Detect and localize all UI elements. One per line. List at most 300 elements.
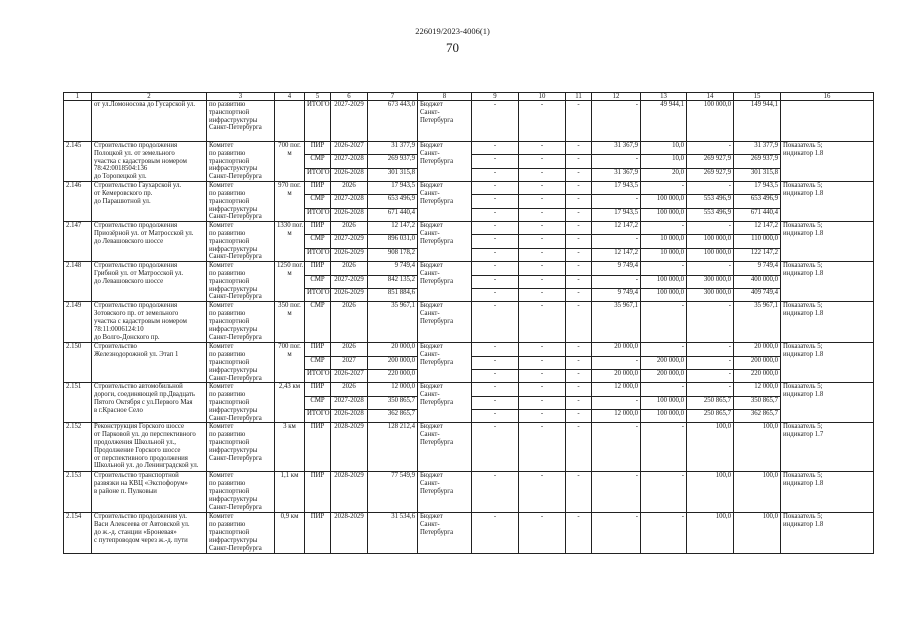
value-col-12: 20 000,0 <box>592 343 641 356</box>
value-col-11: - <box>566 383 592 396</box>
value-col-13: - <box>641 222 687 235</box>
object-name: Строительство Гаухарской ул. от Кемеровского пр. до Парашютной ул. <box>92 182 207 222</box>
stage: ИТОГО <box>305 168 331 181</box>
value-col-13: - <box>641 262 687 275</box>
funding-source: Бюджет Санкт- Петербурга <box>418 513 472 554</box>
value-col-10: - <box>519 343 566 356</box>
total-cost: 20 000,0 <box>368 343 418 356</box>
value-col-14: 269 927,9 <box>687 155 734 168</box>
value-col-10: - <box>519 195 566 208</box>
value-col-9: - <box>472 288 519 301</box>
stage: СМР <box>305 275 331 288</box>
period: 2026 <box>331 383 368 396</box>
value-col-11: - <box>566 410 592 423</box>
period: 2026-2027 <box>331 369 368 382</box>
period: 2026-2028 <box>331 410 368 423</box>
executor: Комитет по развитию транспортной инфраструктуры Санкт-Петербурга <box>207 262 275 302</box>
value-col-9: - <box>472 155 519 168</box>
value-col-11: - <box>566 343 592 356</box>
value-col-12: 9 749,4 <box>592 288 641 301</box>
total-cost: 671 440,4 <box>368 208 418 221</box>
value-col-15: 301 315,8 <box>734 168 781 181</box>
funding-source: Бюджет Санкт- Петербурга <box>418 182 472 222</box>
stage: ПИР <box>305 262 331 275</box>
column-number: 6 <box>331 93 368 101</box>
value-col-11: - <box>566 302 592 343</box>
period: 2028-2029 <box>331 513 368 554</box>
value-col-9: - <box>472 513 519 554</box>
value-col-12: 35 967,1 <box>592 302 641 343</box>
total-cost: 908 178,2 <box>368 248 418 261</box>
table-row <box>64 472 874 513</box>
row-number <box>64 101 92 142</box>
stage: ИТОГО <box>305 410 331 423</box>
value-col-15: 12 147,2 <box>734 222 781 235</box>
value-col-11: - <box>566 369 592 382</box>
table-row <box>64 182 874 195</box>
value-col-13: 100 000,0 <box>641 275 687 288</box>
value-col-11: - <box>566 513 592 554</box>
value-col-10: - <box>519 168 566 181</box>
value-col-15: 35 967,1 <box>734 302 781 343</box>
value-col-14: - <box>687 383 734 396</box>
value-col-12: 31 367,9 <box>592 168 641 181</box>
total-cost: 653 496,9 <box>368 195 418 208</box>
value-col-15: 269 937,9 <box>734 155 781 168</box>
period: 2027 <box>331 356 368 369</box>
value-col-9: - <box>472 142 519 155</box>
value-col-15: 110 000,0 <box>734 235 781 248</box>
capacity: 970 пог. м <box>275 182 305 222</box>
column-number: 4 <box>275 93 305 101</box>
object-name: Реконструкция Горского шоссе от Парковой ул. до перспективного продолжения Школьной ул., Продолжение Горского шоссе от перспективного продолжения Школьной ул. до Ленинградской ул. <box>92 423 207 472</box>
capacity <box>275 101 305 142</box>
value-col-14: - <box>687 302 734 343</box>
value-col-13: - <box>641 423 687 472</box>
value-col-10: - <box>519 288 566 301</box>
value-col-9: - <box>472 208 519 221</box>
value-col-14: 100,0 <box>687 472 734 513</box>
table-row <box>64 222 874 235</box>
object-name: Строительство продолжения Полоцкой ул. от земельного участка с кадастровым номером 78:42:0018504:136 до Торопецкой ул. <box>92 142 207 182</box>
value-col-12: 12 147,2 <box>592 222 641 235</box>
period: 2027-2029 <box>331 235 368 248</box>
value-col-12: - <box>592 513 641 554</box>
indicator: Показатель 5; индикатор 1.8 <box>781 142 874 182</box>
value-col-9: - <box>472 343 519 356</box>
indicator: Показатель 5; индикатор 1.7 <box>781 423 874 472</box>
total-cost: 128 212,4 <box>368 423 418 472</box>
value-col-13: - <box>641 383 687 396</box>
value-col-13: 10 000,0 <box>641 235 687 248</box>
value-col-15: 9 749,4 <box>734 262 781 275</box>
column-number-row <box>64 93 874 101</box>
value-col-9: - <box>472 356 519 369</box>
value-col-14: - <box>687 369 734 382</box>
stage: ИТОГО <box>305 101 331 142</box>
value-col-11: - <box>566 396 592 409</box>
object-name: Строительство продолжения Грибной ул. от Матросской ул. до Левашовского шоссе <box>92 262 207 302</box>
stage: СМР <box>305 235 331 248</box>
value-col-9: - <box>472 275 519 288</box>
value-col-13: 49 944,1 <box>641 101 687 142</box>
executor: Комитет по развитию транспортной инфраструктуры Санкт-Петербурга <box>207 343 275 383</box>
indicator: Показатель 5; индикатор 1.8 <box>781 222 874 262</box>
value-col-11: - <box>566 248 592 261</box>
funding-source: Бюджет Санкт- Петербурга <box>418 472 472 513</box>
value-col-10: - <box>519 383 566 396</box>
table-row <box>64 383 874 396</box>
value-col-15: 100,0 <box>734 423 781 472</box>
value-col-10: - <box>519 235 566 248</box>
value-col-14: - <box>687 343 734 356</box>
value-col-15: 362 865,7 <box>734 410 781 423</box>
value-col-10: - <box>519 356 566 369</box>
column-number: 8 <box>418 93 472 101</box>
capacity: 350 пог. м <box>275 302 305 343</box>
value-col-9: - <box>472 383 519 396</box>
value-col-9: - <box>472 168 519 181</box>
value-col-11: - <box>566 262 592 275</box>
object-name: Строительство продолжения ул. Васи Алексеева от Автовской ул. до ж.-д. станции «Броневая» с путепроводом через ж.-д. пути <box>92 513 207 554</box>
value-col-14: 553 496,9 <box>687 208 734 221</box>
value-col-13: - <box>641 302 687 343</box>
indicator: Показатель 5; индикатор 1.8 <box>781 472 874 513</box>
value-col-10: - <box>519 222 566 235</box>
indicator: Показатель 5; индикатор 1.8 <box>781 513 874 554</box>
total-cost: 301 315,8 <box>368 168 418 181</box>
total-cost: 842 135,2 <box>368 275 418 288</box>
value-col-12: 17 943,5 <box>592 182 641 195</box>
value-col-15: 122 147,2 <box>734 248 781 261</box>
column-number: 3 <box>207 93 275 101</box>
value-col-14: 250 865,7 <box>687 410 734 423</box>
total-cost: 17 943,5 <box>368 182 418 195</box>
value-col-9: - <box>472 369 519 382</box>
total-cost: 12 000,0 <box>368 383 418 396</box>
period: 2026 <box>331 182 368 195</box>
table-row <box>64 101 874 142</box>
value-col-12: - <box>592 101 641 142</box>
value-col-15: 350 865,7 <box>734 396 781 409</box>
value-col-9: - <box>472 472 519 513</box>
executor: Комитет по развитию транспортной инфраструктуры Санкт-Петербурга <box>207 142 275 182</box>
executor: Комитет по развитию транспортной инфраструктуры Санкт-Петербурга <box>207 513 275 554</box>
value-col-13: - <box>641 182 687 195</box>
value-col-15: 220 000,0 <box>734 369 781 382</box>
column-number: 1 <box>64 93 92 101</box>
value-col-11: - <box>566 195 592 208</box>
indicator: Показатель 5; индикатор 1.8 <box>781 343 874 383</box>
period: 2027-2028 <box>331 195 368 208</box>
row-number: 2.154 <box>64 513 92 554</box>
value-col-13: 20,0 <box>641 168 687 181</box>
value-col-13: 100 000,0 <box>641 288 687 301</box>
value-col-9: - <box>472 396 519 409</box>
row-number: 2.148 <box>64 262 92 302</box>
value-col-13: 100 000,0 <box>641 208 687 221</box>
value-col-10: - <box>519 208 566 221</box>
stage: ПИР <box>305 142 331 155</box>
value-col-11: - <box>566 155 592 168</box>
value-col-12: - <box>592 195 641 208</box>
value-col-10: - <box>519 142 566 155</box>
row-number: 2.146 <box>64 182 92 222</box>
total-cost: 851 884,6 <box>368 288 418 301</box>
total-cost: 12 147,2 <box>368 222 418 235</box>
value-col-9: - <box>472 423 519 472</box>
indicator <box>781 101 874 142</box>
value-col-14: 250 865,7 <box>687 396 734 409</box>
period: 2026-2028 <box>331 168 368 181</box>
value-col-13: - <box>641 343 687 356</box>
value-col-12: - <box>592 235 641 248</box>
value-col-11: - <box>566 101 592 142</box>
value-col-13: 10 000,0 <box>641 248 687 261</box>
table-row <box>64 142 874 155</box>
row-number: 2.150 <box>64 343 92 383</box>
value-col-14: - <box>687 262 734 275</box>
value-col-14: 100 000,0 <box>687 235 734 248</box>
document-reference: 226019/2023-4006(1) <box>415 26 490 36</box>
value-col-14: - <box>687 182 734 195</box>
period: 2026-2029 <box>331 288 368 301</box>
value-col-13: - <box>641 472 687 513</box>
value-col-11: - <box>566 182 592 195</box>
total-cost: 350 865,7 <box>368 396 418 409</box>
period: 2026 <box>331 343 368 356</box>
value-col-10: - <box>519 101 566 142</box>
value-col-14: 300 000,0 <box>687 275 734 288</box>
stage: ИТОГО <box>305 288 331 301</box>
row-number: 2.147 <box>64 222 92 262</box>
value-col-12: - <box>592 275 641 288</box>
value-col-12: - <box>592 356 641 369</box>
funding-source: Бюджет Санкт- Петербурга <box>418 101 472 142</box>
period: 2027-2028 <box>331 155 368 168</box>
value-col-11: - <box>566 222 592 235</box>
value-col-10: - <box>519 472 566 513</box>
value-col-10: - <box>519 182 566 195</box>
column-number: 13 <box>641 93 687 101</box>
stage: ПИР <box>305 222 331 235</box>
row-number: 2.149 <box>64 302 92 343</box>
value-col-11: - <box>566 168 592 181</box>
total-cost: 220 000,0 <box>368 369 418 382</box>
row-number: 2.153 <box>64 472 92 513</box>
value-col-10: - <box>519 302 566 343</box>
funding-source: Бюджет Санкт- Петербурга <box>418 343 472 383</box>
column-number: 7 <box>368 93 418 101</box>
value-col-13: 100 000,0 <box>641 195 687 208</box>
total-cost: 9 749,4 <box>368 262 418 275</box>
executor: Комитет по развитию транспортной инфраструктуры Санкт-Петербурга <box>207 423 275 472</box>
value-col-15: 149 944,1 <box>734 101 781 142</box>
value-col-10: - <box>519 423 566 472</box>
value-col-10: - <box>519 248 566 261</box>
stage: ИТОГО <box>305 208 331 221</box>
period: 2026-2027 <box>331 142 368 155</box>
program-table <box>63 92 874 554</box>
value-col-15: 17 943,5 <box>734 182 781 195</box>
value-col-10: - <box>519 396 566 409</box>
stage: ИТОГО <box>305 369 331 382</box>
value-col-10: - <box>519 369 566 382</box>
value-col-9: - <box>472 248 519 261</box>
value-col-10: - <box>519 155 566 168</box>
capacity: 700 пог. м <box>275 142 305 182</box>
value-col-12: 12 000,0 <box>592 383 641 396</box>
column-number: 2 <box>92 93 207 101</box>
value-col-12: 20 000,0 <box>592 369 641 382</box>
value-col-15: 409 749,4 <box>734 288 781 301</box>
stage: СМР <box>305 195 331 208</box>
row-number: 2.145 <box>64 142 92 182</box>
period: 2026 <box>331 262 368 275</box>
value-col-13: 100 000,0 <box>641 410 687 423</box>
value-col-14: 300 000,0 <box>687 288 734 301</box>
value-col-13: 10,0 <box>641 155 687 168</box>
value-col-11: - <box>566 235 592 248</box>
row-number: 2.152 <box>64 423 92 472</box>
table-row <box>64 343 874 356</box>
value-col-9: - <box>472 182 519 195</box>
value-col-10: - <box>519 275 566 288</box>
object-name: Строительство транспортной развязки на КВЦ «Экспофорум» в районе п. Пулковыи <box>92 472 207 513</box>
value-col-12: - <box>592 155 641 168</box>
value-col-9: - <box>472 262 519 275</box>
value-col-14: 269 927,9 <box>687 168 734 181</box>
value-col-15: 653 496,9 <box>734 195 781 208</box>
page-number: 70 <box>446 40 459 55</box>
value-col-11: - <box>566 288 592 301</box>
stage: ПИР <box>305 383 331 396</box>
object-name: Строительство продолжения Приозёрной ул. от Матросской ул. до Левашовского шоссе <box>92 222 207 262</box>
value-col-12: 31 367,9 <box>592 142 641 155</box>
executor: по развитию транспортной инфраструктуры Санкт-Петербурга <box>207 101 275 142</box>
value-col-13: 100 000,0 <box>641 396 687 409</box>
indicator: Показатель 5; индикатор 1.8 <box>781 302 874 343</box>
period: 2026-2028 <box>331 208 368 221</box>
value-col-10: - <box>519 262 566 275</box>
stage: СМР <box>305 155 331 168</box>
value-col-15: 12 000,0 <box>734 383 781 396</box>
stage: ПИР <box>305 343 331 356</box>
executor: Комитет по развитию транспортной инфраструктуры Санкт-Петербурга <box>207 472 275 513</box>
value-col-14: 100 000,0 <box>687 248 734 261</box>
column-number: 10 <box>519 93 566 101</box>
value-col-14: - <box>687 222 734 235</box>
value-col-14: - <box>687 142 734 155</box>
column-number: 14 <box>687 93 734 101</box>
executor: Комитет по развитию транспортной инфраструктуры Санкт-Петербурга <box>207 222 275 262</box>
total-cost: 200 000,0 <box>368 356 418 369</box>
period: 2026 <box>331 302 368 343</box>
value-col-10: - <box>519 513 566 554</box>
object-name: Строительство Железнодорожной ул. Этап 1 <box>92 343 207 383</box>
value-col-11: - <box>566 423 592 472</box>
funding-source: Бюджет Санкт- Петербурга <box>418 222 472 262</box>
object-name: Строительство продолжения Зотовского пр. от земельного участка с кадастровым номером 78:11:0006124:10 до Волго-Донского пр. <box>92 302 207 343</box>
indicator: Показатель 5; индикатор 1.8 <box>781 383 874 423</box>
total-cost: 896 031,0 <box>368 235 418 248</box>
capacity: 700 пог. м <box>275 343 305 383</box>
total-cost: 77 549,9 <box>368 472 418 513</box>
funding-source: Бюджет Санкт- Петербурга <box>418 423 472 472</box>
table-row <box>64 513 874 554</box>
capacity: 2,43 км <box>275 383 305 423</box>
stage: ПИР <box>305 423 331 472</box>
period: 2028-2029 <box>331 472 368 513</box>
value-col-15: 20 000,0 <box>734 343 781 356</box>
stage: ПИР <box>305 513 331 554</box>
period: 2026-2029 <box>331 248 368 261</box>
column-number: 16 <box>781 93 874 101</box>
value-col-12: - <box>592 423 641 472</box>
stage: ПИР <box>305 182 331 195</box>
stage: СМР <box>305 396 331 409</box>
value-col-11: - <box>566 356 592 369</box>
capacity: 3 км <box>275 423 305 472</box>
executor: Комитет по развитию транспортной инфраструктуры Санкт-Петербурга <box>207 302 275 343</box>
value-col-13: 10,0 <box>641 142 687 155</box>
total-cost: 269 937,9 <box>368 155 418 168</box>
capacity: 1,1 км <box>275 472 305 513</box>
period: 2027-2029 <box>331 275 368 288</box>
value-col-9: - <box>472 302 519 343</box>
table-row <box>64 302 874 343</box>
column-number: 12 <box>592 93 641 101</box>
row-number: 2.151 <box>64 383 92 423</box>
stage: ИТОГО <box>305 248 331 261</box>
funding-source: Бюджет Санкт- Петербурга <box>418 262 472 302</box>
object-name: от ул.Ломоносова до Гусарской ул. <box>92 101 207 142</box>
period: 2027-2029 <box>331 101 368 142</box>
executor: Комитет по развитию транспортной инфраструктуры Санкт-Петербурга <box>207 383 275 423</box>
executor: Комитет по развитию транспортной инфраструктуры Санкт-Петербурга <box>207 182 275 222</box>
total-cost: 35 967,1 <box>368 302 418 343</box>
value-col-12: 12 147,2 <box>592 248 641 261</box>
value-col-14: 100 000,0 <box>687 101 734 142</box>
object-name: Строительство автомобильной дороги, соединяющей пр.Двадцать Пятого Октября с ул.Первого Мая в г.Красное Село <box>92 383 207 423</box>
value-col-15: 100,0 <box>734 513 781 554</box>
value-col-14: 100,0 <box>687 513 734 554</box>
value-col-12: 12 000,0 <box>592 410 641 423</box>
value-col-12: - <box>592 472 641 513</box>
value-col-12: 9 749,4 <box>592 262 641 275</box>
stage: СМР <box>305 356 331 369</box>
stage: ПИР <box>305 472 331 513</box>
capacity: 0,9 км <box>275 513 305 554</box>
value-col-15: 31 377,9 <box>734 142 781 155</box>
value-col-15: 200 000,0 <box>734 356 781 369</box>
value-col-15: 100,0 <box>734 472 781 513</box>
funding-source: Бюджет Санкт- Петербурга <box>418 142 472 182</box>
value-col-9: - <box>472 222 519 235</box>
column-number: 9 <box>472 93 519 101</box>
value-col-12: 17 943,5 <box>592 208 641 221</box>
funding-source: Бюджет Санкт- Петербурга <box>418 383 472 423</box>
value-col-9: - <box>472 410 519 423</box>
stage: СМР <box>305 302 331 343</box>
value-col-14: 553 496,9 <box>687 195 734 208</box>
value-col-11: - <box>566 208 592 221</box>
value-col-10: - <box>519 410 566 423</box>
capacity: 1330 пог. м <box>275 222 305 262</box>
value-col-14: - <box>687 356 734 369</box>
value-col-9: - <box>472 195 519 208</box>
column-number: 5 <box>305 93 331 101</box>
